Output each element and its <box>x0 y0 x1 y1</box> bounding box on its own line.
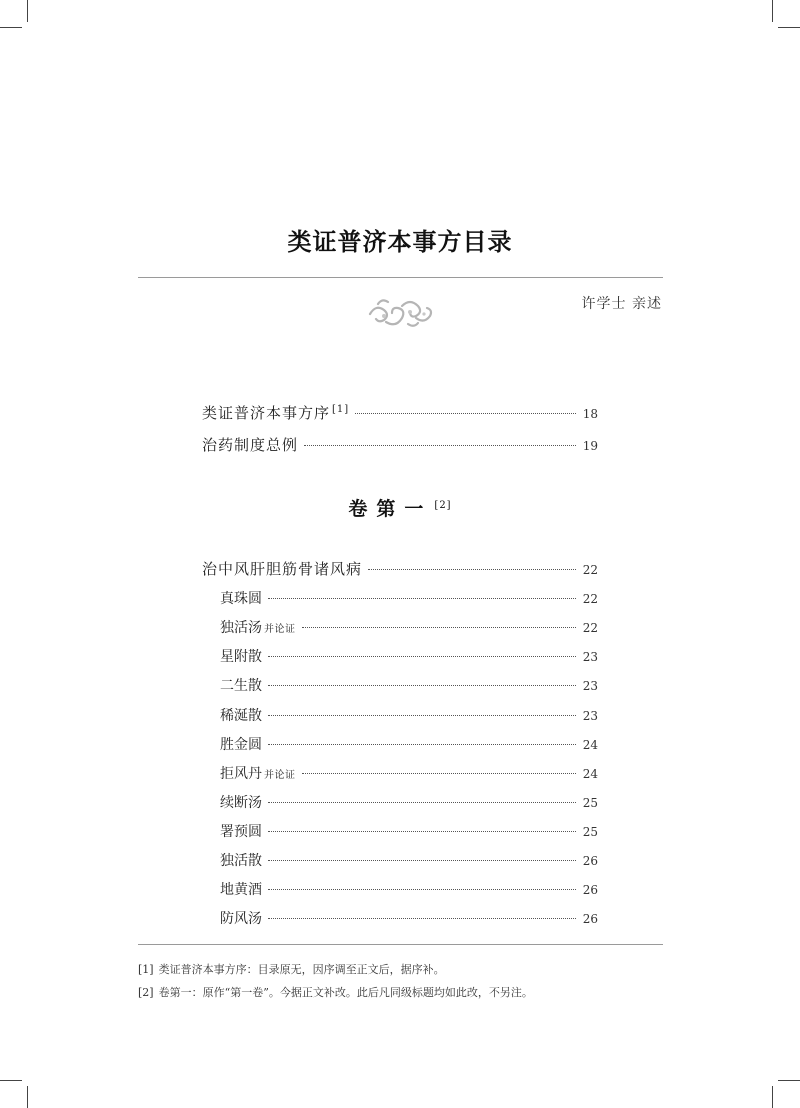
leader-dots <box>268 802 576 803</box>
crop-mark-top-right-h <box>778 27 800 28</box>
footnote-text: 卷第一：原作“第一卷”。今据正文补改。此后凡同级标题均如此改，不另注。 <box>158 986 533 999</box>
toc-item-page: 26 <box>582 912 598 926</box>
toc-item[interactable] <box>220 734 598 756</box>
toc-item-page: 25 <box>582 796 598 810</box>
toc-item-page: 18 <box>582 407 598 421</box>
leader-dots <box>302 627 577 628</box>
leader-dots <box>304 445 576 446</box>
section-heading <box>0 494 800 521</box>
footnote-ref[interactable]: [2] <box>434 499 452 511</box>
toc-item-page: 26 <box>582 854 598 868</box>
leader-dots <box>268 918 576 919</box>
toc-item-label: 二生散 <box>220 678 262 694</box>
title-divider <box>138 277 663 278</box>
footnote-text: 类证普济本事方序：目录原无，因序调至正文后，据序补。 <box>158 963 445 976</box>
toc-item-label: 防风汤 <box>220 911 262 927</box>
toc-item[interactable] <box>220 850 598 872</box>
toc-item-page: 24 <box>582 767 598 781</box>
toc-item-label: 署预圆 <box>220 824 262 840</box>
footnote <box>138 961 445 977</box>
leader-dots <box>268 715 576 716</box>
crop-mark-top-left-v <box>27 0 28 22</box>
toc-item-label: 胜金圆 <box>220 737 262 753</box>
section-title: 卷第一 <box>348 498 433 520</box>
crop-mark-bottom-left-v <box>27 1086 28 1108</box>
toc-item-label: 治药制度总例 <box>202 436 299 454</box>
footnote-marker: [1] <box>138 963 154 976</box>
toc-item-page: 24 <box>582 738 598 752</box>
toc-item-label: 地黄酒 <box>220 882 262 898</box>
toc-item-label: 续断汤 <box>220 795 262 811</box>
crop-mark-bottom-right-h <box>778 1080 800 1081</box>
toc-item-note: 并论证 <box>264 624 296 635</box>
page-title: 类证普济本事方目录 <box>287 227 513 256</box>
toc-item-page: 23 <box>582 650 598 664</box>
toc-item-note: 并论证 <box>264 770 296 781</box>
toc-item[interactable] <box>220 646 598 668</box>
toc-item-page: 22 <box>582 592 598 606</box>
footnote-marker: [2] <box>138 986 154 999</box>
toc-item-label: 治中风肝胆筋骨诸风病 <box>202 560 363 578</box>
toc-item[interactable] <box>220 675 598 697</box>
toc-item-label: 星附散 <box>220 649 262 665</box>
toc-item-label: 独活汤 <box>220 620 262 636</box>
leader-dots <box>268 831 576 832</box>
toc-item[interactable] <box>220 821 598 843</box>
author-line: 许学士 亲述 <box>581 296 662 312</box>
toc-item[interactable] <box>220 588 598 610</box>
toc-item[interactable] <box>202 402 598 424</box>
toc-item-label: 独活散 <box>220 853 262 869</box>
toc-item-page: 23 <box>582 709 598 723</box>
toc-item-page: 25 <box>582 825 598 839</box>
crop-mark-top-right-v <box>772 0 773 22</box>
toc-chapter[interactable] <box>202 558 598 580</box>
toc-item[interactable] <box>220 879 598 901</box>
leader-dots <box>355 413 576 414</box>
footnote-divider <box>138 944 663 945</box>
crop-mark-bottom-left-h <box>0 1080 22 1081</box>
leader-dots <box>268 656 576 657</box>
toc-item[interactable] <box>220 705 598 727</box>
leader-dots <box>268 598 576 599</box>
cloud-ornament-icon <box>364 292 436 332</box>
leader-dots <box>268 685 576 686</box>
footnote <box>138 984 533 1000</box>
toc-item-page: 22 <box>582 563 598 577</box>
toc-item-page: 22 <box>582 621 598 635</box>
leader-dots <box>268 860 576 861</box>
leader-dots <box>268 744 576 745</box>
toc-item[interactable] <box>220 908 598 930</box>
crop-mark-top-left-h <box>0 27 22 28</box>
toc-item-page: 19 <box>582 439 598 453</box>
toc-item-label: 稀涎散 <box>220 708 262 724</box>
footnote-ref[interactable]: [1] <box>332 404 350 415</box>
toc-item-page: 23 <box>582 679 598 693</box>
leader-dots <box>268 889 576 890</box>
toc-item-label: 类证普济本事方序 <box>202 404 331 422</box>
toc-item-label: 拒风丹 <box>220 766 262 782</box>
leader-dots <box>368 569 576 570</box>
toc-item[interactable] <box>220 617 598 639</box>
toc-item-page: 26 <box>582 883 598 897</box>
toc-item[interactable] <box>202 434 598 456</box>
toc-item[interactable] <box>220 763 598 785</box>
leader-dots <box>302 773 577 774</box>
toc-item-label: 真珠圆 <box>220 591 262 607</box>
toc-item[interactable] <box>220 792 598 814</box>
crop-mark-bottom-right-v <box>772 1086 773 1108</box>
